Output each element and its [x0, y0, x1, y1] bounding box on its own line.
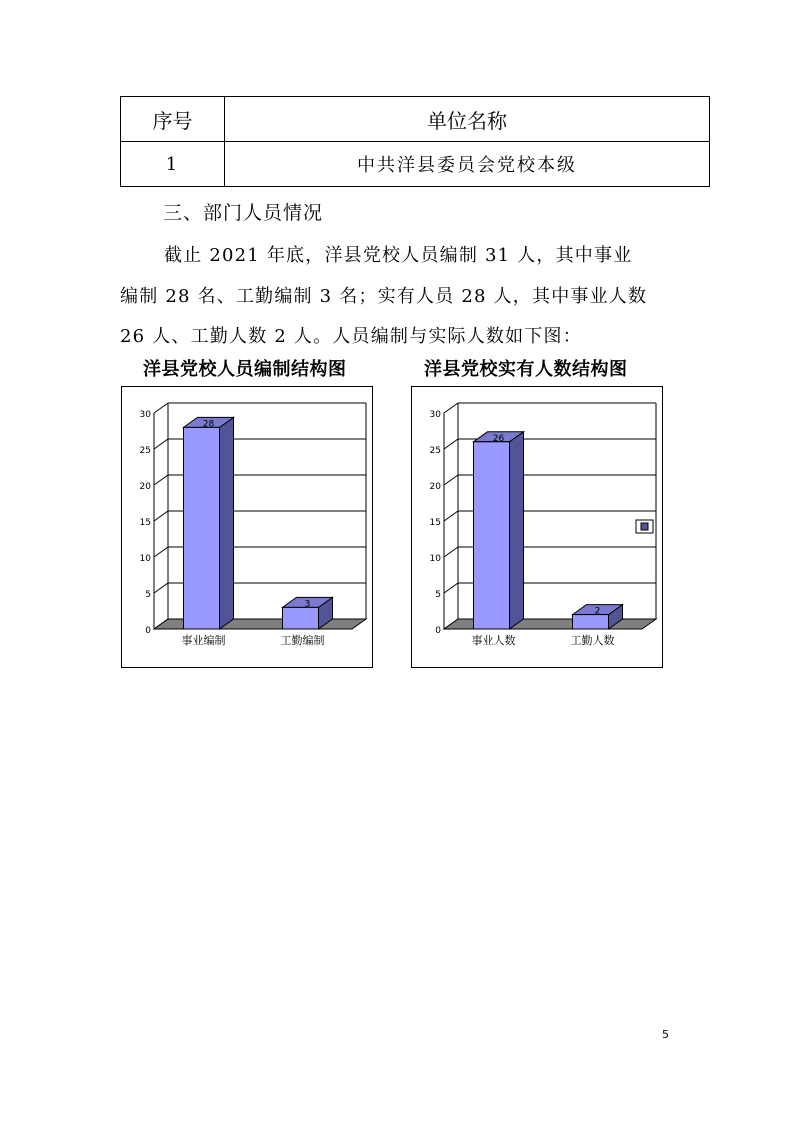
chart-actual	[411, 386, 663, 668]
chart-title-staffing: 洋县党校人员编制结构图	[143, 359, 347, 380]
table-header-unit-name: 单位名称	[225, 97, 710, 142]
y-tick-label: 5	[145, 590, 151, 600]
bar	[573, 615, 609, 629]
gridline-diagonal	[154, 547, 168, 557]
bar-side	[510, 432, 524, 629]
gridline-diagonal	[444, 511, 458, 521]
y-tick-label: 0	[435, 626, 441, 636]
x-tick-label: 事业人数	[471, 634, 516, 647]
table-row	[121, 142, 710, 187]
y-tick-label: 25	[139, 446, 151, 456]
bar	[184, 427, 220, 629]
chart-staffing	[121, 386, 373, 668]
table-cell-unit-name: 中共洋县委员会党校本级	[225, 142, 710, 187]
table-header-index: 序号	[121, 97, 225, 142]
data-label: 2	[594, 606, 601, 617]
y-tick-label: 30	[139, 410, 151, 420]
gridline-diagonal	[154, 511, 168, 521]
y-tick-label: 30	[429, 410, 441, 420]
bar	[474, 442, 510, 629]
y-tick-label: 10	[139, 554, 151, 564]
y-tick-label: 15	[429, 518, 441, 528]
legend-swatch	[641, 523, 648, 530]
gridline-diagonal	[154, 583, 168, 593]
bar	[283, 607, 319, 629]
x-tick-label: 工勤编制	[280, 634, 325, 647]
data-label: 26	[492, 433, 505, 444]
gridline-diagonal	[444, 475, 458, 485]
y-tick-label: 5	[435, 590, 441, 600]
page-number: 5	[662, 1028, 669, 1041]
paragraph-line-3: 26 人、工勤人数 2 人。人员编制与实际人数如下图：	[120, 326, 582, 347]
chart-title-actual: 洋县党校实有人数结构图	[424, 359, 628, 380]
gridline-diagonal	[444, 439, 458, 449]
y-tick-label: 0	[145, 626, 151, 636]
gridline-diagonal	[444, 583, 458, 593]
y-tick-label: 20	[429, 482, 441, 492]
x-tick-label: 事业编制	[181, 634, 226, 647]
y-tick-label: 15	[139, 518, 151, 528]
section-heading: 三、部门人员情况	[163, 202, 324, 224]
data-label: 28	[202, 419, 215, 430]
bar-side	[220, 417, 234, 629]
y-tick-label: 20	[139, 482, 151, 492]
paragraph-line-1: 截止 2021 年底，洋县党校人员编制 31 人，其中事业	[164, 245, 633, 266]
table-cell-index: 1	[121, 142, 225, 187]
gridline-diagonal	[154, 439, 168, 449]
y-tick-label: 25	[429, 446, 441, 456]
chart-actual-svg	[412, 387, 662, 667]
gridline-diagonal	[154, 403, 168, 413]
gridline-diagonal	[154, 475, 168, 485]
chart-staffing-svg	[122, 387, 372, 667]
gridline-diagonal	[444, 547, 458, 557]
gridline-diagonal	[444, 403, 458, 413]
unit-table	[120, 96, 710, 187]
table-header-row	[121, 97, 710, 142]
y-tick-label: 10	[429, 554, 441, 564]
data-label: 3	[304, 599, 311, 610]
paragraph-line-2: 编制 28 名、工勤编制 3 名；实有人员 28 人，其中事业人数	[120, 286, 648, 307]
x-tick-label: 工勤人数	[570, 634, 615, 647]
